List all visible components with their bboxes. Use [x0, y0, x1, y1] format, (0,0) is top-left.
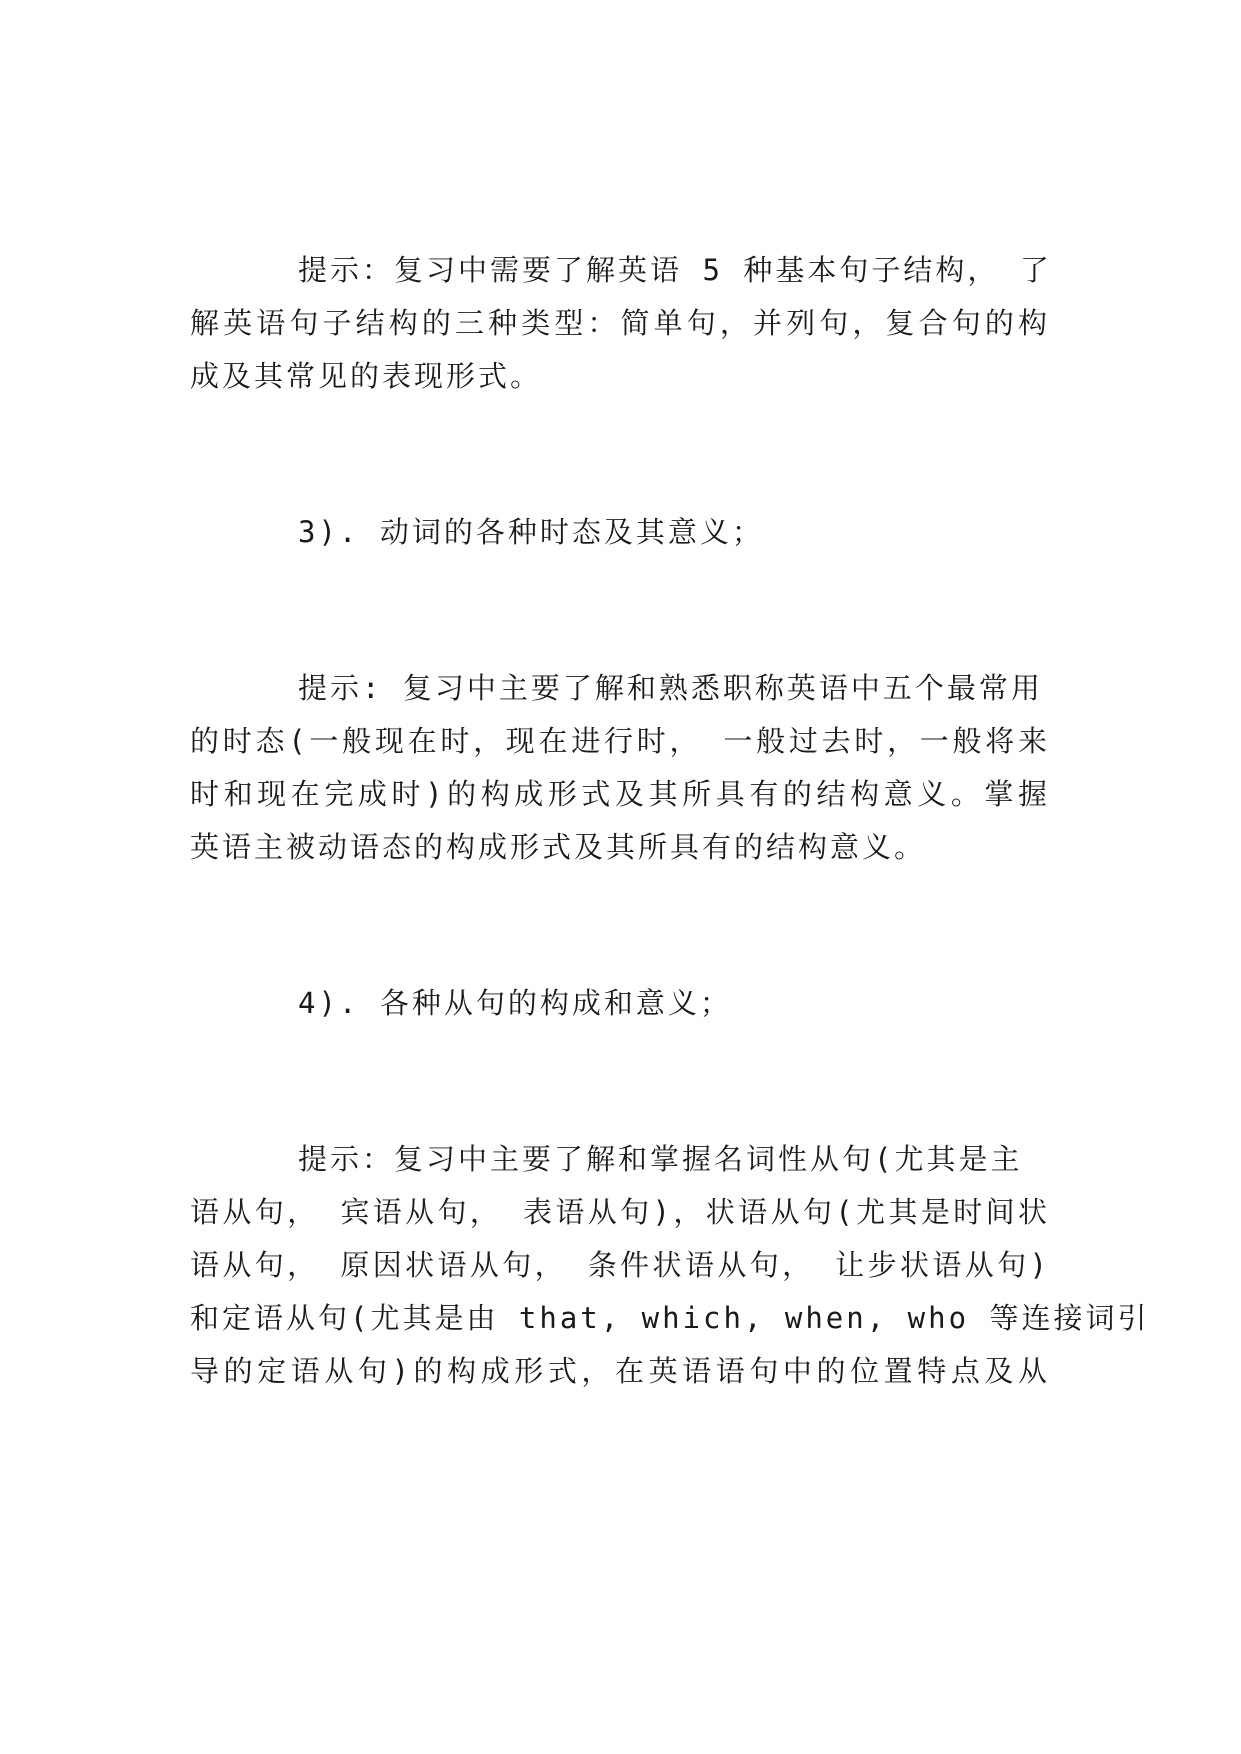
section-heading: 4). 各种从句的构成和意义； [298, 986, 732, 1020]
paragraph-line: 提示: 复习中主要了解和熟悉职称英语中五个最常用 [298, 671, 1043, 705]
paragraph-line: 英语主被动语态的构成形式及其所具有的结构意义。 [190, 830, 927, 864]
paragraph-line: 导的定语从句)的构成形式，在英语语句中的位置特点及从 [190, 1354, 1050, 1388]
paragraph-line: 和定语从句(尤其是由 that, which, when, who 等连接词引 [190, 1301, 1150, 1335]
paragraph-line: 的时态(一般现在时，现在进行时， 一般过去时，一般将来 [190, 724, 1050, 758]
paragraph-line: 提示：复习中主要了解和掌握名词性从句(尤其是主 [298, 1142, 1023, 1176]
paragraph-line: 解英语句子结构的三种类型：简单句，并列句，复合句的构 [190, 306, 1050, 340]
paragraph-line: 提示：复习中需要了解英语 5 种基本句子结构， 了 [298, 253, 1052, 287]
paragraph-line: 语从句， 原因状语从句， 条件状语从句， 让步状语从句) [190, 1248, 1050, 1282]
paragraph-line: 语从句， 宾语从句， 表语从句)，状语从句(尤其是时间状 [190, 1195, 1050, 1229]
section-heading: 3). 动词的各种时态及其意义； [298, 515, 764, 549]
paragraph-line: 时和现在完成时)的构成形式及其所具有的结构意义。掌握 [190, 777, 1050, 811]
paragraph-line: 成及其常见的表现形式。 [190, 359, 543, 393]
